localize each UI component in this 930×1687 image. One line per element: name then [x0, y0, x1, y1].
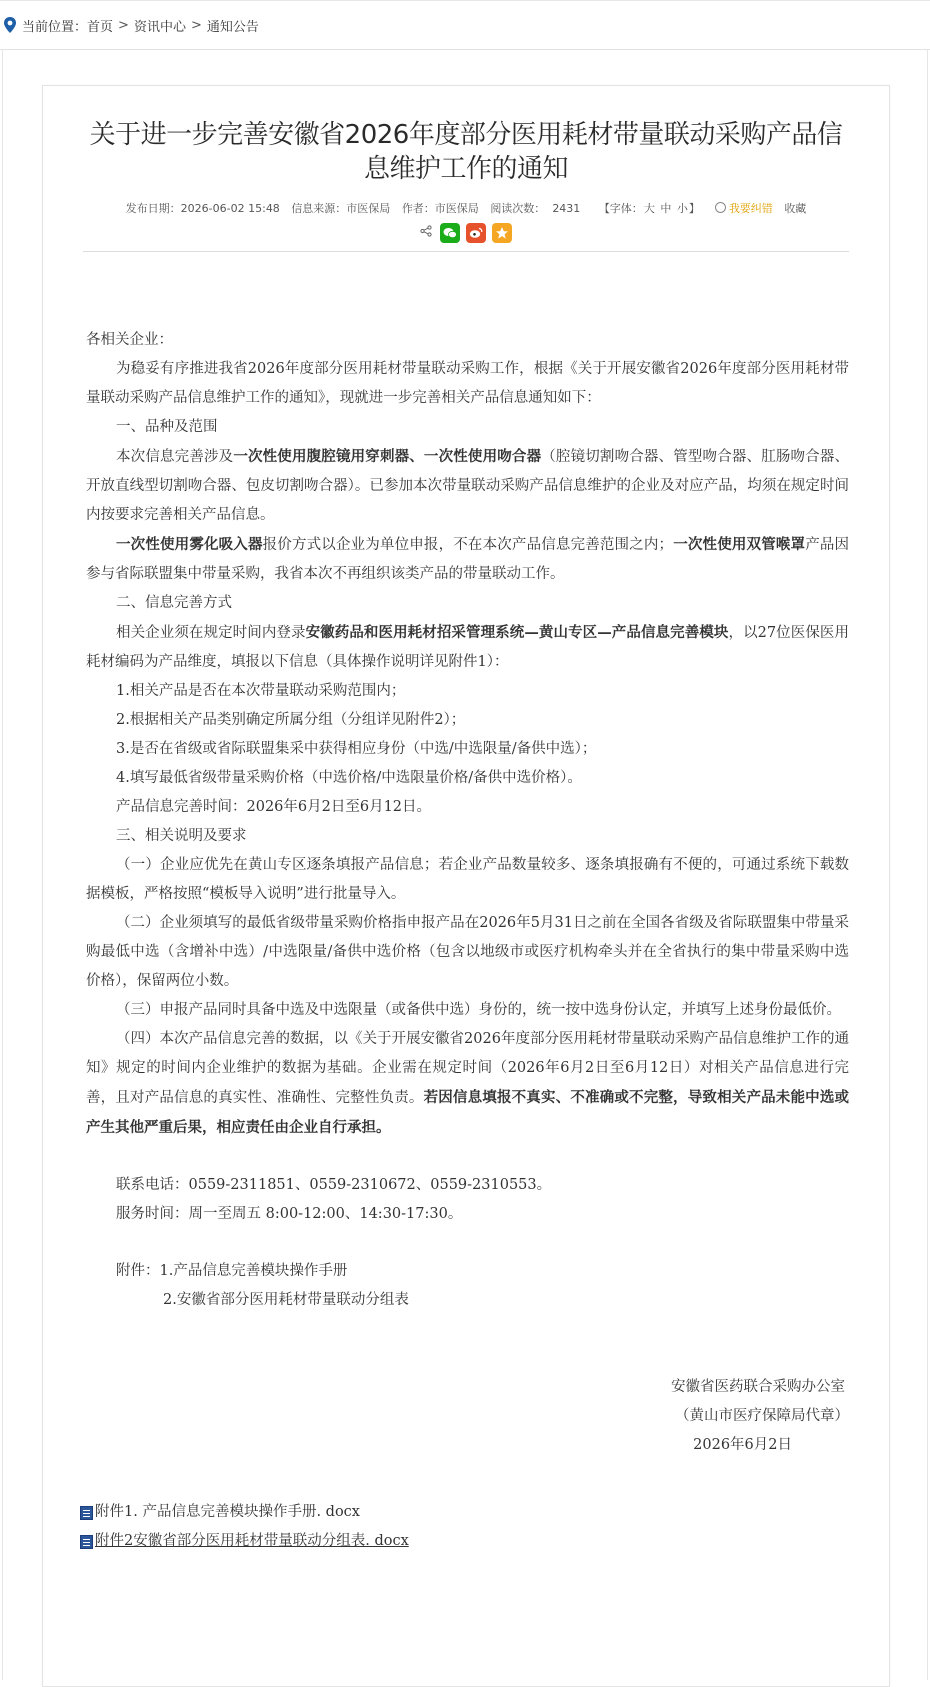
author: 作者：市医保局 — [401, 202, 479, 215]
location-pin-icon — [2, 16, 18, 34]
breadcrumb-notice-link[interactable]: 通知公告 — [206, 19, 259, 35]
bold-run: 安徽药品和医用耗材招采管理系统—黄山专区—产品信息完善模块 — [305, 624, 729, 641]
signature-block — [86, 1373, 849, 1460]
section-2-time: 产品信息完善时间：2026年6月2日至6月12日。 — [116, 799, 432, 815]
article-body — [86, 326, 849, 1460]
collect-link[interactable]: 收藏 — [784, 202, 807, 215]
text-run: 报价方式以企业为单位申报，不在本次产品信息完善范围之内； — [262, 537, 674, 553]
attachment-line-1: 附件：1.产品信息完善模块操作手册 — [116, 1263, 348, 1279]
list-item: 1.相关产品是否在本次带量联动采购范围内； — [116, 683, 406, 699]
section-3-paragraph-2: （二）企业须填写的最低省级带量采购价格指申报产品在2026年5月31日之前在全国各省级及省际联盟集中带量采购最低中选（含增补中选）/中选限量/备供中选价格（包含以地级市或医疗机构牵头并在全省执行的集中带量采购中选价格），保留两位小数。 — [86, 915, 849, 989]
info-source: 信息来源：市医保局 — [291, 202, 391, 215]
breadcrumb-news-link[interactable]: 资讯中心 — [133, 19, 186, 35]
qzone-icon[interactable] — [492, 223, 512, 243]
section-3-title: 三、相关说明及要求 — [116, 828, 247, 844]
service-time: 服务时间：周一至周五 8:00-12:00、14:30-17:30。 — [116, 1206, 463, 1222]
word-doc-icon — [80, 1535, 93, 1549]
correct-label[interactable]: 我要纠错 — [728, 202, 773, 215]
article-title: 关于进一步完善安徽省2026年度部分医用耗材带量联动采购产品信息维护工作的通知 — [89, 120, 843, 184]
font-label-close: 】 — [688, 202, 700, 215]
view-count-value: 2431 — [552, 202, 581, 215]
font-size-switcher — [592, 202, 700, 215]
publish-date: 发布日期：2026-06-02 15:48 — [125, 202, 280, 215]
file-links — [80, 1498, 409, 1556]
view-count — [490, 202, 580, 215]
bold-run: 一次性使用雾化吸入器 — [116, 536, 263, 553]
font-medium-button[interactable]: 中 — [660, 202, 672, 215]
section-1-title: 一、品种及范围 — [116, 419, 218, 435]
list-item: 4.填写最低省级带量采购价格（中选价格/中选限量价格/备供中选价格）。 — [116, 770, 582, 786]
text-run: （腔镜切割吻合器、管型吻合器、肛肠吻合器、开放直线型切割吻合器、包皮切割吻合器）。已参加本次带量联动采购产品信息维护的企业及对应产品，均须在规定时间内按要求完善相关产品信息。 — [86, 449, 850, 523]
article-card — [42, 85, 890, 1687]
attachment-line-2: 2.安徽省部分医用耗材带量联动分组表 — [163, 1292, 409, 1308]
bold-run: 若因信息填报不真实、不准确或不完整，导致相关产品未能中选或产生其他严重后果，相应责任由企业自行承担。 — [86, 1089, 850, 1136]
section-3-paragraph-4 — [86, 1025, 849, 1143]
breadcrumb-prefix: 当前位置： — [22, 19, 88, 35]
attachment-list — [86, 1257, 849, 1315]
text-run: 产品因参与省际联盟集中带量采购，我省本次不再组织该类产品的带量联动工作。 — [86, 537, 850, 582]
text-run: ，以27位医保医用耗材编码为产品维度，填报以下信息（具体操作说明详见附件1）： — [86, 625, 850, 670]
correct-link[interactable] — [711, 202, 773, 215]
share-icon[interactable] — [420, 225, 432, 241]
breadcrumb — [0, 0, 930, 50]
breadcrumb-separator: > — [118, 17, 129, 33]
share-bar — [43, 223, 889, 243]
text-run: （四）本次产品信息完善的数据，以《关于开展安徽省2026年度部分医用耗材带量联动采购产品信息维护工作的通知》规定的时间内企业维护的数据为基础。企业需在规定时间（2026年6月2日至6月12日）对相关产品信息进行完善，且对产品信息的真实性、准确性、完整性负责。 — [86, 1031, 849, 1106]
breadcrumb-separator: > — [190, 17, 202, 33]
article-meta — [43, 200, 889, 216]
word-doc-icon — [80, 1506, 93, 1520]
file-link-label[interactable]: 附件2安徽省部分医用耗材带量联动分组表. docx — [95, 1533, 409, 1549]
signature-sub: （黄山市医疗保障局代章） — [675, 1408, 849, 1424]
section-1-paragraph-2 — [86, 530, 849, 589]
bold-run: 一次性使用双管喉罩 — [673, 536, 806, 553]
bold-run: 一次性使用腹腔镜用穿刺器、一次性使用吻合器 — [233, 448, 542, 465]
signature-org: 安徽省医药联合采购办公室 — [671, 1379, 845, 1395]
list-item: 2.根据相关产品类别确定所属分组（分组详见附件2）； — [116, 712, 466, 728]
salutation: 各相关企业： — [86, 332, 173, 348]
section-3-paragraph-3: （三）申报产品同时具备中选及中选限量（或备供中选）身份的，统一按中选身份认定，并填写上述身份最低价。 — [116, 1002, 841, 1018]
font-label-open: 【字体： — [598, 202, 643, 215]
contact-phone: 联系电话：0559-2311851、0559-2310672、0559-2310553。 — [116, 1177, 552, 1193]
weibo-icon[interactable] — [466, 223, 486, 243]
view-count-label: 阅读次数： — [490, 202, 546, 215]
signature-date: 2026年6月2日 — [693, 1437, 792, 1453]
section-2-paragraph-1 — [86, 618, 849, 677]
contact-info — [86, 1171, 849, 1229]
section-1-paragraph-1 — [86, 442, 849, 530]
font-large-button[interactable]: 大 — [643, 202, 655, 215]
intro-paragraph: 为稳妥有序推进我省2026年度部分医用耗材带量联动采购工作，根据《关于开展安徽省2026年度部分医用耗材带量联动采购产品信息维护工作的通知》，现就进一步完善相关产品信息通知如下： — [86, 361, 849, 406]
breadcrumb-home-link[interactable]: 首页 — [87, 19, 114, 35]
text-run: 相关企业须在规定时间内登录 — [116, 625, 306, 641]
file-link-1[interactable] — [80, 1498, 409, 1527]
title-divider — [83, 251, 849, 252]
font-small-button[interactable]: 小 — [676, 202, 688, 215]
magnifier-icon — [715, 202, 726, 213]
section-2-title: 二、信息完善方式 — [116, 595, 232, 611]
file-link-label[interactable]: 附件1. 产品信息完善模块操作手册. docx — [95, 1504, 360, 1520]
text-run: 本次信息完善涉及 — [116, 449, 234, 465]
section-3-paragraph-1: （一）企业应优先在黄山专区逐条填报产品信息；若企业产品数量较多、逐条填报确有不便的，可通过系统下载数据模板，严格按照“模板导入说明”进行批量导入。 — [86, 857, 849, 902]
wechat-icon[interactable] — [440, 223, 460, 243]
file-link-2[interactable] — [80, 1527, 409, 1556]
list-item: 3.是否在省级或省际联盟集采中获得相应身份（中选/中选限量/备供中选）； — [116, 741, 597, 757]
